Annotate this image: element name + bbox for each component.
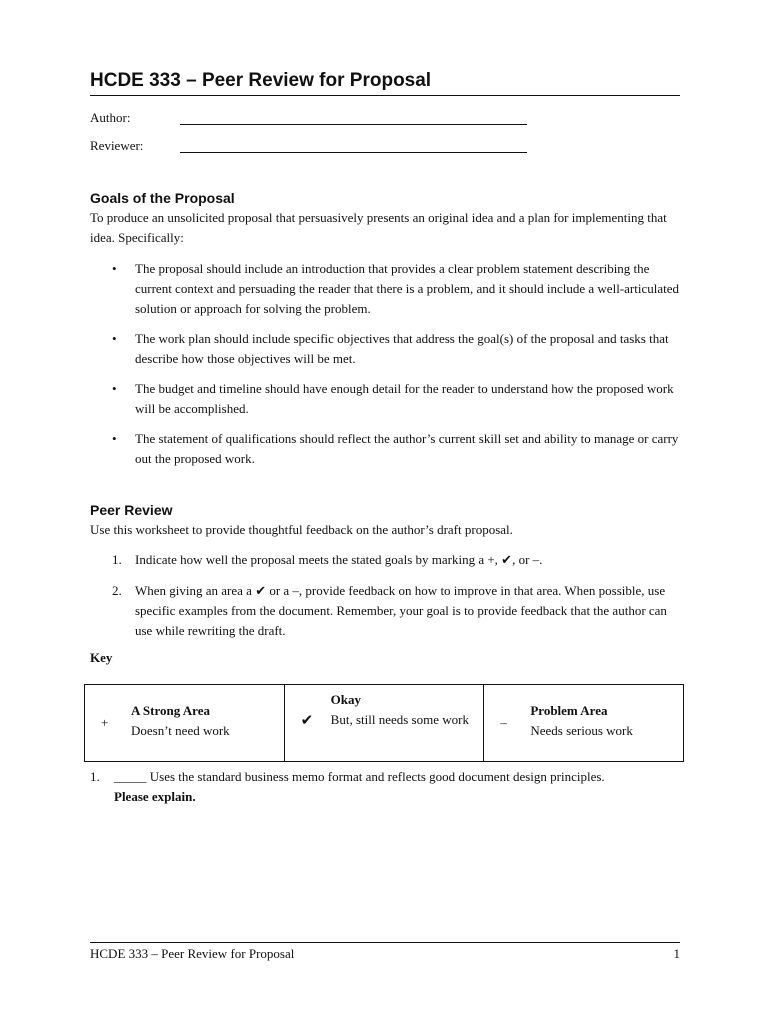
key-desc: But, still needs some work xyxy=(330,712,469,727)
key-cell-strong xyxy=(85,685,284,761)
question-text: _____ Uses the standard business memo format and reflects good document design principles. xyxy=(114,769,605,784)
bullet-glyph: • xyxy=(112,331,117,346)
bullet-glyph: • xyxy=(112,431,117,446)
key-table xyxy=(84,684,684,762)
dash-symbol: – xyxy=(500,715,507,730)
goal-bullet-text: The proposal should include an introduction that provides a clear problem statement describing the current context and persuading the reader that there is a problem, and it should include a well-articulated solution or approach for solving the problem. xyxy=(135,261,679,316)
key-label: Key xyxy=(90,650,113,665)
author-line xyxy=(180,124,527,125)
check-icon: ✔ xyxy=(300,713,314,729)
page-footer xyxy=(90,942,680,962)
goal-bullet xyxy=(90,429,682,469)
step-text: When giving an area a ✔ or a –, provide feedback on how to improve in that area. When possible, use specific examples from the document. Remember, your goal is to provide feedback that the author can use while rewriting the draft. xyxy=(135,583,667,638)
peer-review-heading: Peer Review xyxy=(90,502,173,518)
reviewer-label: Reviewer: xyxy=(90,138,144,153)
review-question xyxy=(90,767,680,807)
key-cell-okay xyxy=(284,685,484,761)
goal-bullet-text: The work plan should include specific objectives that address the goal(s) of the proposal and tasks that describe how those objectives will be met. xyxy=(135,331,669,366)
bullet-glyph: • xyxy=(112,381,117,396)
goal-bullet xyxy=(90,329,682,369)
goals-intro: To produce an unsolicited proposal that persuasively presents an original idea and a plan for implementing that idea. Specifically: xyxy=(90,210,667,245)
key-desc: Needs serious work xyxy=(530,723,633,738)
goal-bullet xyxy=(90,259,682,319)
key-desc: Doesn’t need work xyxy=(131,723,230,738)
key-cell-problem xyxy=(483,685,683,761)
key-title: A Strong Area xyxy=(131,703,210,718)
goal-bullet-text: The statement of qualifications should reflect the author’s current skill set and ability to manage or carry out the proposed work. xyxy=(135,431,679,466)
footer-text: HCDE 333 – Peer Review for Proposal xyxy=(90,946,295,961)
step-text: Indicate how well the proposal meets the stated goals by marking a +, ✔, or –. xyxy=(135,552,543,567)
explain-prompt: Please explain. xyxy=(114,789,196,804)
review-step xyxy=(90,550,682,570)
author-label: Author: xyxy=(90,110,131,125)
key-title: Okay xyxy=(330,692,362,707)
plus-symbol: + xyxy=(101,715,109,730)
goal-bullet xyxy=(90,379,682,419)
step-number: 1. xyxy=(112,552,122,567)
page-title: HCDE 333 – Peer Review for Proposal xyxy=(90,70,680,96)
goals-heading: Goals of the Proposal xyxy=(90,190,235,206)
reviewer-field xyxy=(90,138,180,154)
page-number: 1 xyxy=(673,946,680,961)
author-field xyxy=(90,110,180,126)
reviewer-line xyxy=(180,152,527,153)
bullet-glyph: • xyxy=(112,261,117,276)
goal-bullet-text: The budget and timeline should have enough detail for the reader to understand how the proposed work will be accomplished. xyxy=(135,381,674,416)
step-number: 2. xyxy=(112,583,122,598)
peer-review-intro: Use this worksheet to provide thoughtful feedback on the author’s draft proposal. xyxy=(90,522,513,537)
question-number: 1. xyxy=(90,769,100,784)
key-title: Problem Area xyxy=(530,703,608,718)
review-step xyxy=(90,581,682,641)
